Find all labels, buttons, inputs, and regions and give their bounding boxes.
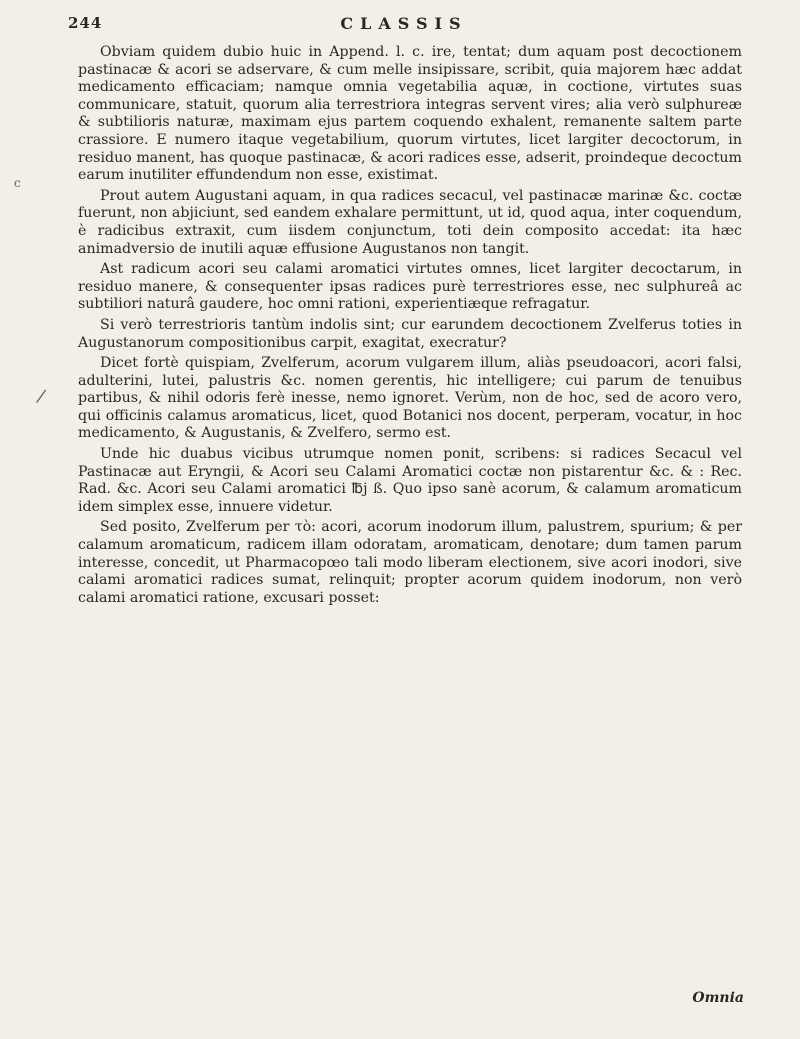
paragraph-3: Ast radicum acori seu calami aromatici virtutes omnes, licet largiter decoctarum, in residuo manere, & consequenter ipsas radices purè terrestriores esse, nec sulphureâ ac subtiliori naturâ gaudere, hoc omni rationi, experientiæque refragatur. [78,261,742,313]
paragraph-2: Prout autem Augustani aquam, in qua radices secacul, vel pastinacæ marinæ &c. coctæ fuerunt, non abjiciunt, sed eandem exhalare permittunt, ut id, quod aqua, inter coquendum, è radicibus extraxit, cum iisdem conjunctum, toti dein composito accedat: ita hæc animadversio de inutili aquæ effusione Augustanos non tangit. [78,187,742,257]
catchword: Omnia [692,990,744,1006]
paragraph-6: Unde hic duabus vicibus utrumque nomen ponit, scribens: si radices Secacul vel Pastinacæ aut Eryngii, & Acori seu Calami Aromatici coctæ non pistarentur &c. & : Rec. Rad. &c. Acori seu Calami aromatici ℔j ß. Quo ipso sanè acorum, & calamum aromaticum idem simplex esse, innuere videtur. [78,446,742,515]
paragraph-5: Dicet fortè quispiam, Zvelferum, acorum vulgarem illum, aliàs pseudoacori, acori falsi, adulterini, lutei, palustris &c. nomen gerentis, hic intelligere; cui parum de tenuibus partibus, & nihil odoris ferè inesse, nemo ignoret. Verùm, non de hoc, sed de acoro vero, qui officinis calamus aromaticus, licet, quod Botanici nos docent, perperam, vocatur, in hoc medicamento, & Augustanis, & Zvelfero, sermo est. [78,355,742,442]
body-text [78,44,742,607]
margin-letter-mark: c [14,176,21,190]
running-head: CLASSIS [340,14,468,33]
paragraph-1: Obviam quidem dubio huic in Append. l. c. ire, tentat; dum aquam post decoctionem pastinacæ & acori se adservare, & cum melle insipissare, scribit, quia majorem hæc addat medicamento efficaciam; namque omnia vegetabilia aquæ, in coctione, virtutes suas communicare, statuit, quorum alia terrestriora integras servent vires; alia verò sulphureæ & subtilioris naturæ, maximam ejus partem coquendo exhalent, remanente saltem parte crassiore. E numero itaque vegetabilium, quorum virtutes, licet largiter decoctorum, in residuo manent, has quoque pastinacæ, & acori radices esse, adserit, proindeque decoctum earum inutiliter effundendum non esse, existimat. [78,44,742,184]
margin-stroke-mark: / [34,385,48,408]
page-number: 244 [68,14,103,32]
page-header [68,14,740,38]
paragraph-4: Si verò terrestrioris tantùm indolis sint; cur earundem decoctionem Zvelferus toties in Augustanorum compositionibus carpit, exagitat, execratur? [78,316,742,351]
paragraph-7: Sed posito, Zvelferum per τὸ: acori, acorum inodorum illum, palustrem, spurium; & per calamum aromaticum, radicem illam odoratam, aromaticam, denotare; dum tamen parum interesse, concedit, ut Pharmacopœo tali modo liberam electionem, sive acori inodori, sive calami aromatici radices sumat, relinquit; propter acorum quidem inodorum, non verò calami aromatici ratione, excusari posset: [78,519,742,606]
